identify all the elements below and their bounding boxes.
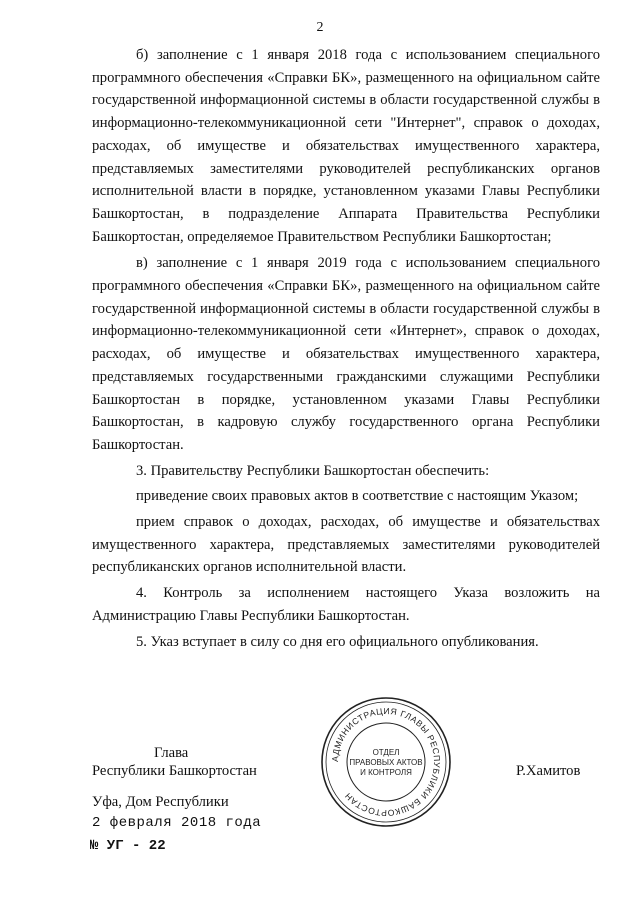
signatory-title-line-1: Глава [154,745,189,761]
paragraph-b: б) заполнение с 1 января 2018 года с использованием специального программного обеспечения «Справки БК», размещенного на официальном сайте государственной информационной системы в области государственной службы в информационно-телекоммуникационной сети "Интернет", справок о доходах, расходах, об имуществе и обязательствах имущественного характера, представляемых заместителями руководителей республиканских органов исполнительной власти в порядке, установленном указами Главы Республики Башкортостан, в подразделение Аппарата Правительства Республики Башкортостан, определяемое Правительством Республики Башкортостан; [92,47,600,245]
signatory-title-line-2: Республики Башкортостан [92,763,257,779]
signatory-title [92,744,257,780]
stamp-center-line-3: И КОНТРОЛЯ [360,768,412,777]
paragraph-5: 5. Указ вступает в силу со дня его официального опубликования. [136,633,539,650]
document-body [92,44,600,653]
stamp-ring-text: АДМИНИСТРАЦИЯ ГЛАВЫ РЕСПУБЛИКИ БАШКОРТОСТАН [329,705,443,819]
signing-date: 2 февраля 2018 года [92,815,262,831]
paragraph-4: 4. Контроль за исполнением настоящего Указа возложить на Администрацию Главы Республики Башкортостан. [92,585,600,624]
official-stamp [318,694,454,830]
signatory-name: Р.Хамитов [516,763,581,779]
paragraph-v: в) заполнение с 1 января 2019 года с использованием специального программного обеспечения «Справки БК», размещенного на официальном сайте государственной информационной системы в области государственной службы в информационно-телекоммуникационной сети «Интернет», справок о доходах, расходах, об имуществе и обязательствах имущественного характера, представляемых государственными гражданскими служащими Республики Башкортостан в порядке, установленном указами Главы Республики Башкортостан, в кадровую службу государственного органа Республики Башкортостан. [92,255,600,453]
page-number: 2 [316,20,324,35]
paragraph-3: 3. Правительству Республики Башкортостан обеспечить: [136,462,490,479]
document-number: № УГ - 22 [90,838,166,854]
paragraph-3-item-1: приведение своих правовых актов в соответствие с настоящим Указом; [136,488,579,505]
paragraph-3-item-2: прием справок о доходах, расходах, об имуществе и обязательствах имущественного характера, представляемых заместителями руководителей республиканских органов исполнительной власти. [92,514,600,576]
stamp-center-line-1: ОТДЕЛ [372,748,400,757]
signing-place: Уфа, Дом Республики [92,794,229,810]
stamp-center-line-2: ПРАВОВЫХ АКТОВ [349,758,423,767]
